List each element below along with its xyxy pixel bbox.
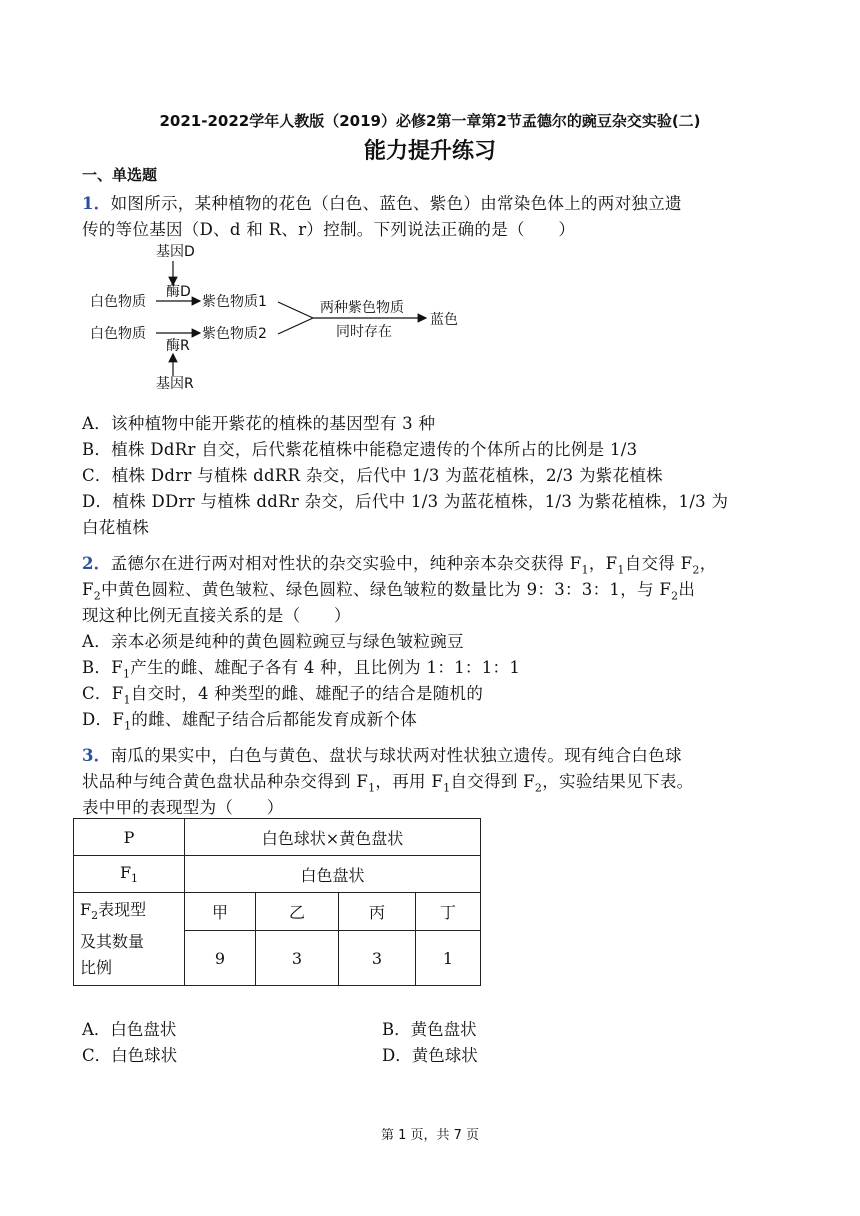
phenotype-cell: 丁 [416,893,481,931]
q2-stem-line2: $F_2$中黄色圆粒、黄色皱粒、绿色圆粒、绿色皱粒的数量比为 9：3：3：1，与 $F_2$出 [82,580,696,603]
ratio-cell: 9 [185,931,256,986]
ratio-cell: 3 [339,931,416,986]
document-subtitle: 能力提升练习 [363,139,496,164]
white-substance-1: 白色物质 [90,294,146,310]
gene-r-label: 基因R [156,376,194,390]
ratio-cell: 1 [416,931,481,986]
both-purple-line1: 两种紫色物质 [320,300,404,316]
merge-line-bottom [278,318,313,334]
f1-label-cell: $F_1$ [74,856,185,893]
q1-option-b[interactable]: B．植株 DdRr 自交，后代紫花植株中能稳定遗传的个体所占的比例是 1/3 [82,440,638,459]
q2-option-b[interactable]: B．$F_1$产生的雌、雄配子各有 4 种，且比例为 1：1：1：1 [82,658,521,681]
q3-stem-line3: 表中甲的表现型为（ ） [82,798,284,817]
q2-option-c[interactable]: C．$F_1$自交时，4 种类型的雌、雄配子的结合是随机的 [82,684,484,707]
q2-option-a[interactable]: A．亲本必须是纯种的黄色圆粒豌豆与绿色皱粒豌豆 [82,632,464,651]
purple-substance-2: 紫色物质2 [202,326,267,342]
merge-line-top [278,302,313,318]
q3-option-b[interactable]: B．黄色盘状 [382,1020,477,1039]
f2-label-cell: $F_2$表现型 及其数量 比例 [74,893,185,986]
q1-pathway-diagram [88,240,488,390]
q1-option-d[interactable]: D．植株 DDrr 与植株 ddRr 杂交，后代中 1/3 为蓝花植株，1/3 为紫花植株，1/3 为 [82,492,729,511]
blue-label: 蓝色 [430,312,458,328]
q1-number: 1． [82,194,111,213]
table-row [74,856,481,893]
q3-option-d[interactable]: D．黄色球状 [382,1046,478,1065]
q3-number: 3． [82,746,111,765]
q1-option-c[interactable]: C．植株 Ddrr 与植株 ddRR 杂交，后代中 1/3 为蓝花植株，2/3 为紫花植株 [82,466,663,485]
p-label-cell: P [74,819,185,856]
page-footer: 第 1 页，共 7 页 [380,1128,480,1143]
q3-option-c[interactable]: C．白色球状 [82,1046,178,1065]
phenotype-cell: 乙 [256,893,339,931]
f1-value-cell: 白色盘状 [185,856,481,893]
q2-number: 2． [82,554,111,573]
section-heading: 一、单选题 [82,166,158,184]
enzyme-r-label: 酶R [166,338,190,354]
q1-stem-line1: 1．如图所示，某种植物的花色（白色、蓝色、紫色）由常染色体上的两对独立遗 [82,194,682,213]
enzyme-d-label: 酶D [166,284,191,300]
phenotype-cell: 丙 [339,893,416,931]
q2-stem-line3: 现这种比例无直接关系的是（ ） [82,606,351,625]
p-value-cell: 白色球状×黄色盘状 [185,819,481,856]
q1-option-d-cont: 白花植株 [82,518,150,537]
table-row [74,819,481,856]
gene-d-label: 基因D [156,244,195,260]
q2-option-d[interactable]: D．$F_1$的雌、雄配子结合后都能发育成新个体 [82,710,417,733]
q3-stem-line2: 状品种与纯合黄色盘状品种杂交得到 $F_1$，再用 $F_1$自交得到 $F_2$，实验结果见下表。 [82,772,694,795]
q1-option-a[interactable]: A．该种植物中能开紫花的植株的基因型有 3 种 [82,414,436,433]
q3-option-a[interactable]: A．白色盘状 [82,1020,177,1039]
document-title: 2021-2022学年人教版（2019）必修2第一章第2节孟德尔的豌豆杂交实验(二) [159,112,701,130]
q3-results-table [73,818,481,986]
table-row [74,893,481,931]
ratio-cell: 3 [256,931,339,986]
phenotype-cell: 甲 [185,893,256,931]
q2-stem-line1: 2．孟德尔在进行两对相对性状的杂交实验中，纯种亲本杂交获得 $F_1$，$F_1$自交得 $F_2$， [82,554,717,577]
both-purple-line2: 同时存在 [336,324,392,340]
purple-substance-1: 紫色物质1 [202,294,267,310]
q1-stem-line2: 传的等位基因（D、d 和 R、r）控制。下列说法正确的是（ ） [82,220,576,239]
q3-stem-line1: 3．南瓜的果实中，白色与黄色、盘状与球状两对性状独立遗传。现有纯合白色球 [82,746,682,765]
white-substance-2: 白色物质 [90,326,146,342]
